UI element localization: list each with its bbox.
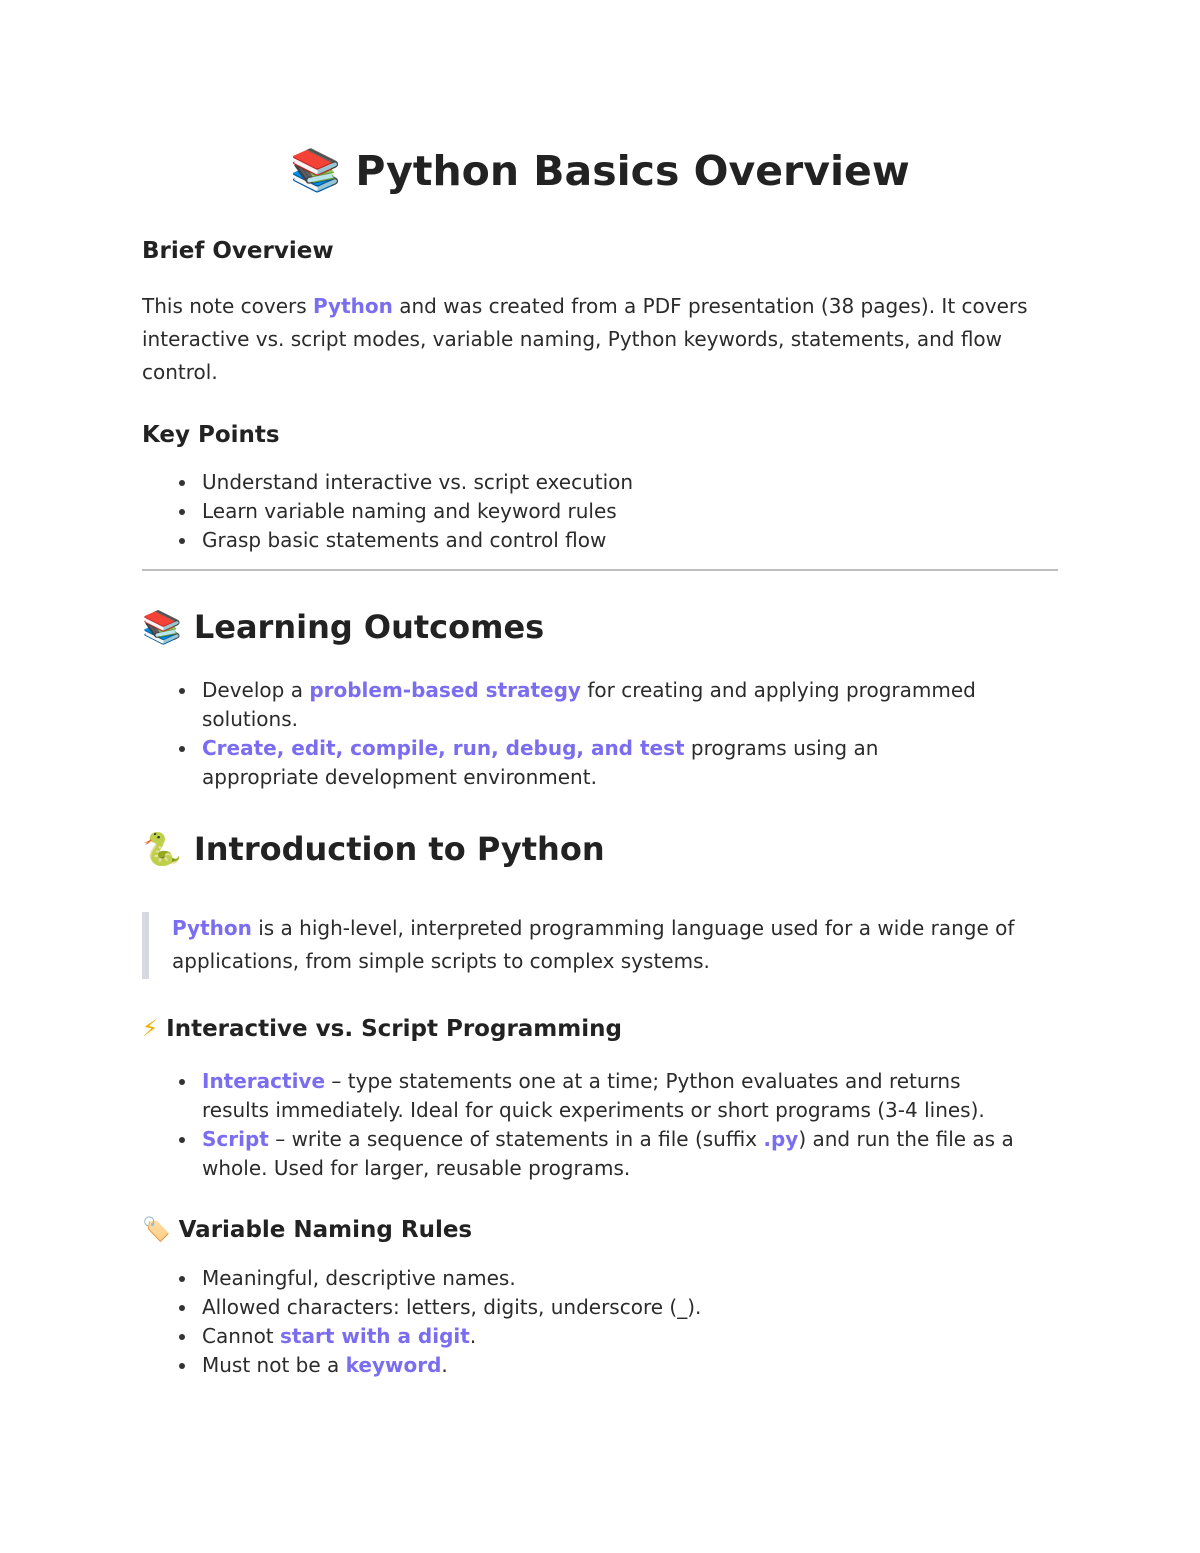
section-divider xyxy=(142,569,1058,571)
list-item: Script – write a sequence of statements in a file (suffix .py) and run the file as a whole. Used for larger, reusable programs. xyxy=(142,1125,1022,1183)
list-item: Grasp basic statements and control flow xyxy=(142,526,1042,555)
list-item: Develop a problem-based strategy for creating and applying programmed solutions. xyxy=(142,676,992,734)
brief-overview-text: This note covers Python and was created from a PDF presentation (38 pages). It covers interactive vs. script modes, variable naming, Python keywords, statements, and flow control. xyxy=(142,294,1028,384)
page-title-text: Python Basics Overview xyxy=(355,146,910,195)
list-item: Must not be a keyword. xyxy=(142,1351,1022,1380)
python-highlight: Python xyxy=(172,916,252,940)
problem-based-strategy-highlight: problem-based strategy xyxy=(309,678,581,702)
list-item: Learn variable naming and keyword rules xyxy=(142,497,1042,526)
list-item: Allowed characters: letters, digits, underscore (_). xyxy=(142,1293,1022,1322)
blockquote-bar xyxy=(142,912,149,979)
key-points-heading: Key Points xyxy=(142,422,280,448)
list-item: Meaningful, descriptive names. xyxy=(142,1264,1022,1293)
learning-outcomes-heading: 📚 Learning Outcomes xyxy=(142,608,545,646)
interactive-heading: ⚡ Interactive vs. Script Programming xyxy=(142,1016,622,1042)
key-points-list xyxy=(142,468,1042,555)
list-item: Cannot start with a digit. xyxy=(142,1322,1022,1351)
lightning-icon: ⚡ xyxy=(142,1016,159,1042)
brief-overview-heading: Brief Overview xyxy=(142,238,334,264)
intro-blockquote: Python is a high-level, interpreted programming language used for a wide range of applications, from simple scripts to complex systems. xyxy=(172,916,1015,973)
books-icon: 📚 xyxy=(142,608,182,646)
create-edit-highlight: Create, edit, compile, run, debug, and test xyxy=(202,736,685,760)
intro-heading: 🐍 Introduction to Python xyxy=(142,830,605,868)
python-highlight: Python xyxy=(313,294,393,318)
label-tag-icon: 🏷️ xyxy=(142,1217,171,1243)
list-item: Create, edit, compile, run, debug, and test programs using an appropriate development environment. xyxy=(142,734,992,792)
books-icon: 📚 xyxy=(290,146,342,194)
list-item: Understand interactive vs. script execution xyxy=(142,468,1042,497)
naming-list xyxy=(142,1264,1022,1380)
interactive-list xyxy=(142,1067,1022,1183)
script-highlight: Script xyxy=(202,1127,269,1151)
start-with-digit-highlight: start with a digit xyxy=(280,1324,470,1348)
naming-heading: 🏷️ Variable Naming Rules xyxy=(142,1216,473,1243)
list-item: Interactive – type statements one at a time; Python evaluates and returns results immediately. Ideal for quick experiments or short programs (3-4 lines). xyxy=(142,1067,1022,1125)
learning-outcomes-list xyxy=(142,676,992,792)
snake-icon: 🐍 xyxy=(142,830,182,868)
keyword-highlight: keyword xyxy=(345,1353,442,1377)
interactive-highlight: Interactive xyxy=(202,1069,326,1093)
page-title xyxy=(0,146,1200,195)
py-extension-highlight: .py xyxy=(763,1127,799,1151)
